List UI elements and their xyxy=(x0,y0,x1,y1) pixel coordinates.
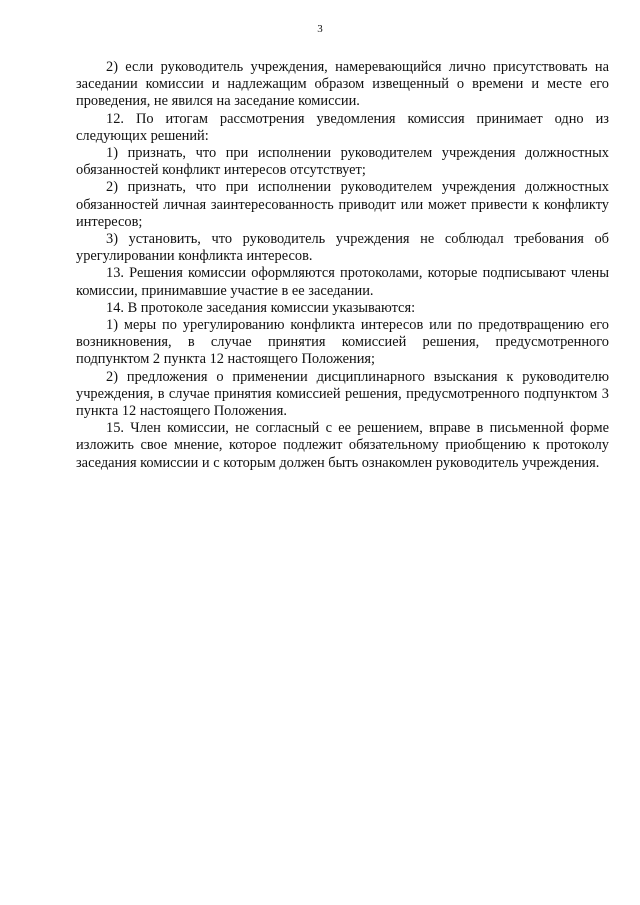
paragraph-12-decisions: 12. По итогам рассмотрения уведомления комиссия принимает одно из следующих решений: xyxy=(76,110,609,144)
document-body xyxy=(76,59,609,472)
paragraph-12-item-1: 1) признать, что при исполнении руководителем учреждения должностных обязанностей конфликт интересов отсутствует; xyxy=(76,145,609,179)
paragraph-15-dissent: 15. Член комиссии, не согласный с ее решением, вправе в письменной форме изложить свое мнение, которое подлежит обязательному приобщению к протоколу заседания комиссии и с которым должен быть ознакомлен руководитель учреждения. xyxy=(76,420,609,471)
paragraph-14-protocol-content: 14. В протоколе заседания комиссии указываются: xyxy=(106,299,416,316)
paragraph-13-protocols: 13. Решения комиссии оформляются протоколами, которые подписывают члены комиссии, принимавшие участие в ее заседании. xyxy=(76,265,609,299)
paragraph-12-item-3: 3) установить, что руководитель учреждения не соблюдал требования об урегулировании конфликта интересов. xyxy=(76,231,609,265)
paragraph-12-item-2: 2) признать, что при исполнении руководителем учреждения должностных обязанностей личная заинтересованность приводит или может привести к конфликту интересов; xyxy=(76,179,609,230)
paragraph-2-absence: 2) если руководитель учреждения, намеревающийся лично присутствовать на заседании комиссии и надлежащим образом извещенный о времени и месте его проведения, не явился на заседание комиссии. xyxy=(76,59,609,110)
paragraph-14-item-2: 2) предложения о применении дисциплинарного взыскания к руководителю учреждения, в случае принятия комиссией решения, предусмотренного подпунктом 3 пункта 12 настоящего Положения. xyxy=(76,368,609,420)
page-number: 3 xyxy=(317,23,323,35)
paragraph-14-item-1: 1) меры по урегулированию конфликта интересов или по предотвращению его возникновения, в случае принятия комиссией решения, предусмотренного подпунктом 2 пункта 12 настоящего Положения; xyxy=(76,317,609,368)
